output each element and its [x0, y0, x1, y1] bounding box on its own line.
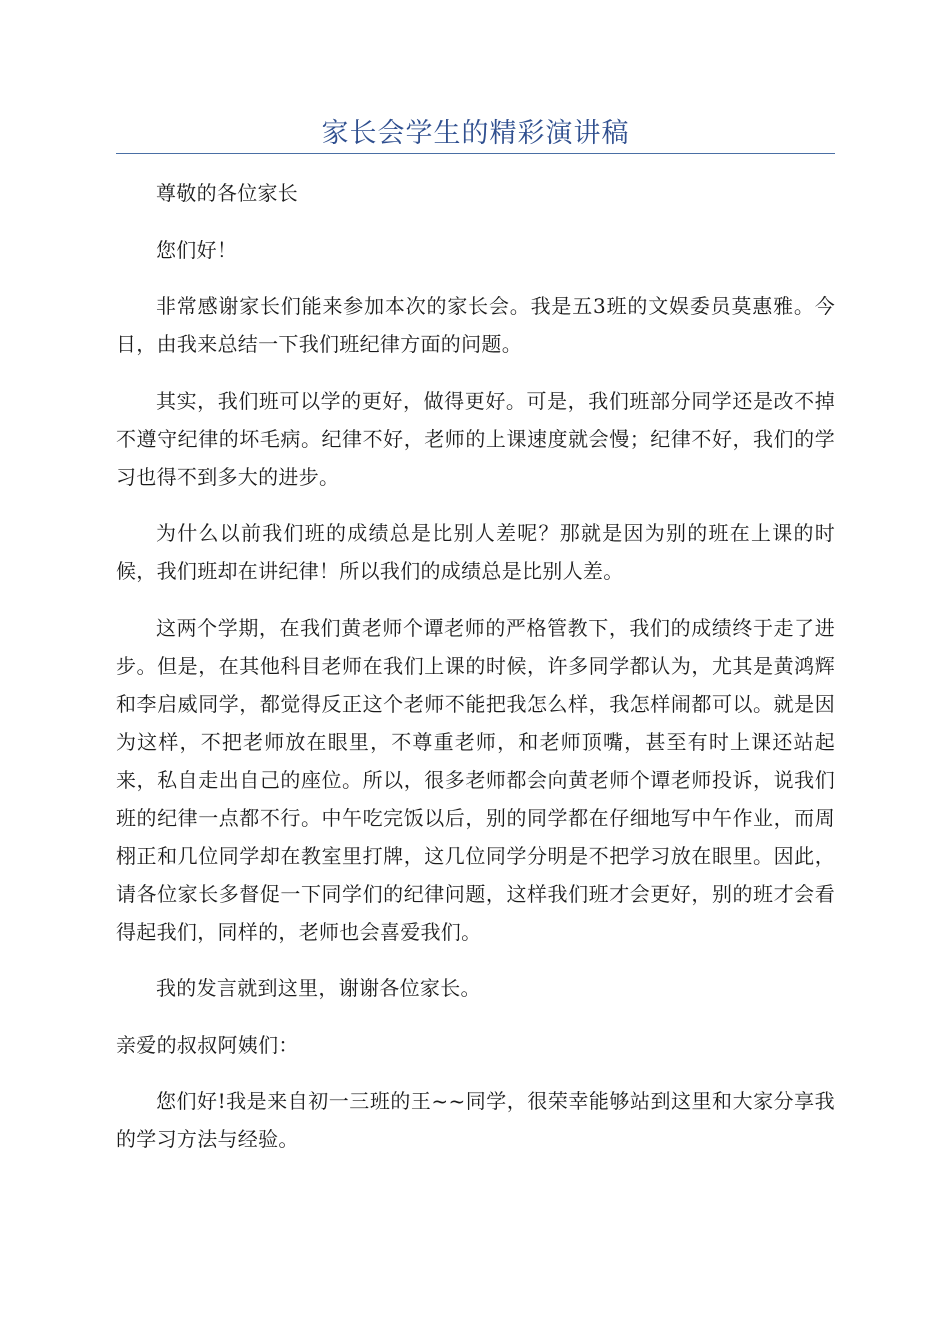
paragraph-closing: 我的发言就到这里，谢谢各位家长。	[156, 976, 481, 1000]
document-body	[116, 174, 835, 1177]
paragraph-second-greeting: 您们好!我是来自初一三班的王~~同学，很荣幸能够站到这里和大家分享我的学习方法与经验。	[116, 1089, 835, 1151]
paragraph-grades-question: 为什么以前我们班的成绩总是比别人差呢？那就是因为别的班在上课的时候，我们班却在讲纪律！所以我们的成绩总是比别人差。	[116, 521, 835, 583]
paragraph-salutation: 尊敬的各位家长	[156, 181, 299, 205]
paragraph-introduction: 非常感谢家长们能来参加本次的家长会。我是五3班的文娱委员莫惠雅。今日，由我来总结一下我们班纪律方面的问题。	[116, 294, 835, 356]
document-title: 家长会学生的精彩演讲稿	[321, 118, 630, 149]
paragraph-discipline-problem: 其实，我们班可以学的更好，做得更好。可是，我们班部分同学还是改不掉不遵守纪律的坏毛病。纪律不好，老师的上课速度就会慢；纪律不好，我们的学习也得不到多大的进步。	[116, 388, 835, 489]
paragraph-second-salutation: 亲爱的叔叔阿姨们：	[116, 1032, 299, 1057]
title-underline	[116, 153, 835, 154]
paragraph-greeting: 您们好！	[156, 237, 238, 262]
paragraph-semester-details: 这两个学期，在我们黄老师个谭老师的严格管教下，我们的成绩终于走了进步。但是，在其他科目老师在我们上课的时候，许多同学都认为，尤其是黄鸿辉和李启威同学，都觉得反正这个老师不能把我怎么样，我怎样闹都可以。就是因为这样，不把老师放在眼里，不尊重老师，和老师顶嘴，甚至有时上课还站起来，私自走出自己的座位。所以，很多老师都会向黄老师个谭老师投诉，说我们班的纪律一点都不行。中午吃完饭以后，别的同学都在仔细地写中午作业，而周栩正和几位同学却在教室里打牌，这几位同学分明是不把学习放在眼里。因此，请各位家长多督促一下同学们的纪律问题，这样我们班才会更好，别的班才会看得起我们，同样的，老师也会喜爱我们。	[116, 615, 835, 944]
